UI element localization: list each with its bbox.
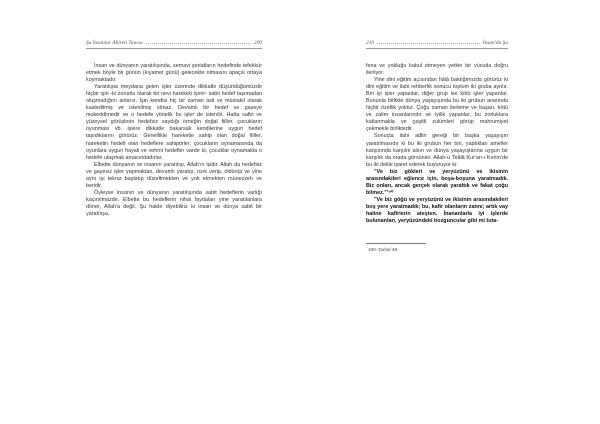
paragraph: Öyleyse insanın ve dünyanın yaratılışında sabit hedeflerin varlığı kaçınılmazdır. Elbette bu hedeflerin nihai faydaları yine yaratılanlara döner, Allah'a değil. Şu halde diyebiliriz ki insan ve dünya sabit bir yaratılışa,	[86, 189, 262, 217]
header-dot-leader	[146, 43, 251, 44]
right-header-title: İnsan'da Şu	[482, 40, 508, 46]
header-dot-leader	[377, 43, 480, 44]
right-page-number: 210	[366, 40, 375, 46]
quran-quote: "Ve biz gökleri ve yeryüzünü ve ikisinin arasındakileri eğlence için, boşa-boşuna yaratmadık. Biz onları, ancak gerçek olarak yarattık ve fakat çoğu bilmez."¹⁹⁰	[366, 168, 508, 196]
right-page	[300, 0, 600, 424]
left-page-number: 209	[253, 40, 262, 46]
paragraph: Yaratılışta meydana gelen işler üzerinde dikkatle düşündüğümüzde hiçbir işin -ki zorunlu olarak bir nevi hareketi içerir- sabit hedef taşımadan oluşmadığını anlarız. İşin kendisi hiç bir zaman asil ve müstakil olarak kastedilmiş ve istenilmiş olmaz. Devamlı bir hedef ve gayeye mukeddimedir ve o hedefe yönelik bu işler de istenilir. Hatta safiri ve yüzeysel görüşlerin hedefsiz saydığı örneğin doğal fiiller, çocukların oyunması vb. işlere dikkatle bakarsak kendilerine uygun hedef taşıdıklarını görürüz. Genellikle hareketle sahip olan doğal fiiller, hareketin hedefi olan hedeflere sahiptirler; çocukların oynamasında da oyunlara uygun hayali ve vehmi hedefler vardır ki, çocuklar oynamakla o hedefe ulaşmak amacındadırlar.	[86, 84, 262, 161]
left-page-header	[86, 40, 262, 49]
quran-quote: "Ve biz göğü ve yeryüzünü ve ikisinin arasındakileri boş yere yaratmadık; bu, kafir olanların zannı; artık vay haline kafirlerin ateşten. İnananlarla iyi işlerde bulunanları, yeryüzündeki bozguncular gibi mi tuta-	[366, 196, 508, 225]
footnote-rule	[366, 243, 426, 244]
footnote: 190- Duha/ 48.	[368, 247, 399, 253]
paragraph: fena ve yokluğu kabul etmeyen yetkin bir vücuda doğru ilerliyor.	[366, 63, 508, 77]
paragraph: Yine dini eğitim açısından hâlâ baktığımızda görürüz ki dini eğitim ve ilahi rehberlik sonucu toplum iki gruba ayrılır. Biri iyi işler yapanlar, diğer grup ise kötü işler yapanlar. Bununla birlikte dünya yaşayışında bu iki grubun arasında hiçbir özellik yoktur. Çoğu zaman ilerleme ve başarı, kötü ve zalim insanlarındır ve iyilik yapanlar, bu zorluklara katlanmakla ve çeşitli zulümleri görüp mahrumiyet çekmekle birliktedir.	[366, 77, 508, 133]
paragraph: Elbette dünyanın ve insanın yaratılışı, Allah'ın işidir. Allah da hedefsiz ve gayesiz işler yapmaktan, devamlı yaratıp, rızık verip, öldürüp ve yine aynı işi tekrar başlatıp düzeltmekten ve yok etmekten münezzeh ve beridir.	[86, 161, 262, 189]
left-header-title: Şu İnsanlar Ahireti Tanısa	[86, 40, 143, 46]
left-page-body	[86, 63, 262, 218]
paragraph: İnsan ve dünyanın yaratılışında, semavi şeriatların hedefinde tefekkür etmek böyle bir günün (kıyamet günü) gelecekte olmasını apaçık ortaya koymaktadır.	[86, 63, 262, 84]
paragraph: Sonuçta ilahi adlin gereği bir başka yaşayışın yaratılmasıdır ki bu iki grubun her biri, yaptıkları ameller karşısında karşılık alsın ve dünya yaşayışlarına uygun bir karşılık da orada görsünler. Allah-u Teâlâ Kur'an-ı Kerim'de bu iki delile işaret ederek buyuruyor ki:	[366, 133, 508, 168]
right-page-body	[366, 63, 508, 225]
right-page-header	[366, 40, 508, 49]
